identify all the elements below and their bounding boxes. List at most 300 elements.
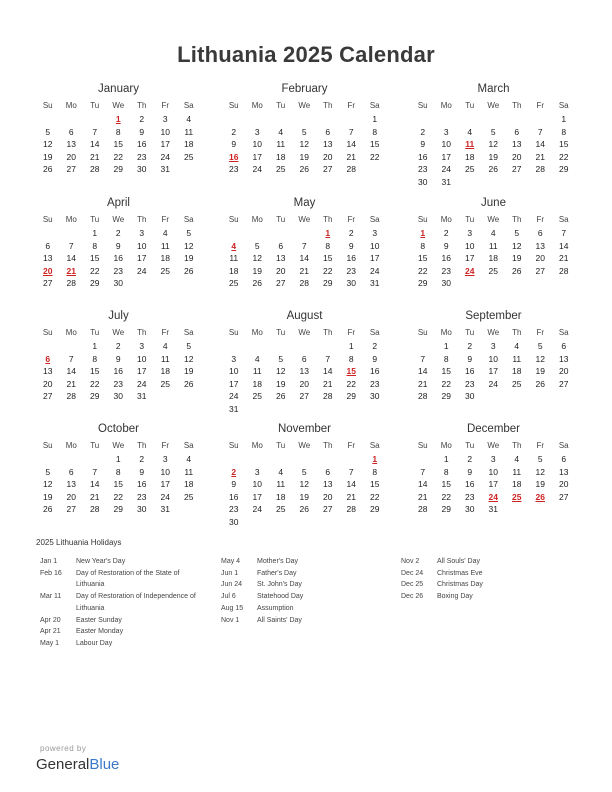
empty-cell xyxy=(269,340,293,353)
weekday-header: Th xyxy=(323,441,333,450)
month-may xyxy=(222,196,387,290)
day-cell: 19 xyxy=(488,151,498,162)
month-name: November xyxy=(277,423,332,435)
day-cell: 13 xyxy=(299,366,309,377)
day-cell: 5 xyxy=(537,454,543,464)
weekday-header: Fr xyxy=(347,441,356,450)
day-cell: 24 xyxy=(252,504,262,515)
month-june xyxy=(411,196,576,290)
day-cell: 2 xyxy=(139,114,145,124)
day-cell: 16 xyxy=(113,366,123,377)
day-cell: 30 xyxy=(346,278,356,289)
day-cell: 21 xyxy=(418,491,428,502)
weekday-header: Tu xyxy=(90,328,100,337)
weekday-header: Fr xyxy=(161,328,170,337)
day-cell: 10 xyxy=(252,139,262,150)
day-cell: 13 xyxy=(323,139,333,150)
day-cell: 11 xyxy=(184,466,194,477)
day-cell: 6 xyxy=(325,466,331,477)
day-cell: 16 xyxy=(441,253,451,264)
empty-cell xyxy=(60,453,84,466)
holiday-date: Aug 15 xyxy=(221,604,244,612)
empty-cell xyxy=(222,227,246,240)
day-cell: 20 xyxy=(323,151,333,162)
empty-cell xyxy=(293,227,317,240)
day-cell: 17 xyxy=(160,479,170,490)
day-cell: 15 xyxy=(90,366,100,377)
holiday-name: Christmas Eve xyxy=(437,569,483,577)
empty-cell xyxy=(36,453,60,466)
day-cell: 18 xyxy=(465,151,475,162)
day-cell: 1 xyxy=(443,454,449,464)
day-cell: 13 xyxy=(276,253,286,264)
day-cell: 24 xyxy=(137,265,147,276)
holiday-date: Nov 1 xyxy=(221,616,240,624)
day-cell: 16 xyxy=(137,479,147,490)
day-cell: 2 xyxy=(420,126,426,137)
day-cell: 12 xyxy=(535,466,545,477)
day-cell: 12 xyxy=(43,479,53,490)
holiday-row xyxy=(221,615,397,627)
day-cell: 13 xyxy=(66,139,76,150)
month-april xyxy=(36,196,201,290)
weekday-header: Mo xyxy=(251,441,263,450)
day-cell: 8 xyxy=(115,126,121,137)
day-cell: 14 xyxy=(418,479,428,490)
day-cell: 30 xyxy=(441,278,451,289)
weekday-header: Tu xyxy=(465,215,475,224)
day-cell: 4 xyxy=(467,126,473,137)
day-cell: 31 xyxy=(229,403,239,414)
month-july xyxy=(36,309,201,403)
holiday-day: 1 xyxy=(325,228,331,238)
day-cell: 5 xyxy=(301,126,307,137)
empty-cell xyxy=(411,113,435,126)
day-cell: 8 xyxy=(372,126,378,137)
month-february xyxy=(222,82,387,176)
empty-cell xyxy=(269,453,293,466)
day-cell: 29 xyxy=(113,164,123,175)
weekday-header: Fr xyxy=(161,215,170,224)
day-cell: 1 xyxy=(561,114,567,124)
day-cell: 19 xyxy=(43,151,53,162)
day-cell: 7 xyxy=(325,353,331,364)
empty-cell xyxy=(293,340,317,353)
day-cell: 18 xyxy=(229,265,239,276)
holiday-day: 26 xyxy=(535,491,545,502)
day-cell: 18 xyxy=(512,479,522,490)
weekday-header: We xyxy=(487,441,500,450)
weekday-header: Th xyxy=(512,101,522,110)
weekday-header: Su xyxy=(417,441,428,450)
holiday-name: All Saints' Day xyxy=(257,616,302,624)
day-cell: 16 xyxy=(465,366,475,377)
day-cell: 17 xyxy=(252,491,262,502)
month-name: April xyxy=(106,197,130,209)
powered-by: powered by xyxy=(40,744,87,753)
day-cell: 5 xyxy=(45,466,51,477)
weekday-header: Su xyxy=(42,328,53,337)
day-cell: 28 xyxy=(418,391,428,402)
day-cell: 28 xyxy=(90,164,100,175)
holiday-column xyxy=(221,556,397,626)
holiday-row xyxy=(401,568,577,580)
day-cell: 17 xyxy=(160,139,170,150)
month-days-grid xyxy=(36,213,201,290)
day-cell: 27 xyxy=(43,391,53,402)
day-cell: 5 xyxy=(278,353,284,364)
weekday-header: Th xyxy=(512,441,522,450)
day-cell: 27 xyxy=(535,265,545,276)
empty-cell xyxy=(269,113,293,126)
weekday-header: We xyxy=(298,441,311,450)
day-cell: 21 xyxy=(299,265,309,276)
weekday-header: Su xyxy=(417,101,428,110)
weekday-header: Mo xyxy=(251,215,263,224)
holidays-title: 2025 Lithuania Holidays xyxy=(36,538,122,547)
holiday-column xyxy=(40,556,216,650)
holiday-date: Dec 25 xyxy=(401,581,424,589)
holiday-row xyxy=(40,579,216,591)
day-cell: 7 xyxy=(420,353,426,364)
empty-cell xyxy=(316,113,340,126)
day-cell: 10 xyxy=(229,366,239,377)
day-cell: 16 xyxy=(418,151,428,162)
day-cell: 9 xyxy=(139,466,145,477)
day-cell: 26 xyxy=(488,164,498,175)
weekday-header: Mo xyxy=(440,328,452,337)
weekday-header: We xyxy=(112,328,125,337)
weekday-header: Su xyxy=(228,215,239,224)
holiday-row xyxy=(221,556,397,568)
holiday-row xyxy=(40,556,216,568)
empty-cell xyxy=(340,113,364,126)
day-cell: 11 xyxy=(512,466,522,477)
empty-cell xyxy=(411,453,435,466)
day-cell: 17 xyxy=(465,253,475,264)
month-days-grid xyxy=(36,439,201,516)
day-cell: 16 xyxy=(137,139,147,150)
day-cell: 16 xyxy=(113,253,123,264)
day-cell: 1 xyxy=(115,454,121,464)
day-cell: 28 xyxy=(559,265,569,276)
day-cell: 14 xyxy=(418,366,428,377)
weekday-header: Tu xyxy=(90,215,100,224)
day-cell: 23 xyxy=(465,491,475,502)
day-cell: 27 xyxy=(512,164,522,175)
weekday-header: Mo xyxy=(251,328,263,337)
day-cell: 14 xyxy=(323,366,333,377)
day-cell: 10 xyxy=(137,240,147,251)
day-cell: 3 xyxy=(231,353,237,364)
weekday-header: Tu xyxy=(465,441,475,450)
day-cell: 6 xyxy=(514,126,520,137)
empty-cell xyxy=(36,227,60,240)
day-cell: 30 xyxy=(229,516,239,527)
day-cell: 9 xyxy=(115,240,121,251)
weekday-header: Tu xyxy=(465,101,475,110)
holiday-day: 4 xyxy=(231,240,237,251)
day-cell: 28 xyxy=(346,164,356,175)
day-cell: 13 xyxy=(43,366,53,377)
holiday-day: 1 xyxy=(420,228,426,238)
month-name: December xyxy=(466,423,521,435)
day-cell: 27 xyxy=(66,164,76,175)
day-cell: 21 xyxy=(535,151,545,162)
month-days-grid xyxy=(411,213,576,290)
day-cell: 4 xyxy=(162,341,168,351)
month-days-grid xyxy=(222,99,387,176)
weekday-header: We xyxy=(487,101,500,110)
weekday-header: Fr xyxy=(161,101,170,110)
day-cell: 31 xyxy=(488,504,498,515)
weekday-header: Mo xyxy=(251,101,263,110)
day-cell: 15 xyxy=(323,253,333,264)
day-cell: 5 xyxy=(301,466,307,477)
day-cell: 8 xyxy=(115,466,121,477)
day-cell: 22 xyxy=(90,265,100,276)
day-cell: 7 xyxy=(537,126,543,137)
weekday-header: Su xyxy=(228,101,239,110)
holiday-column xyxy=(401,556,577,603)
day-cell: 10 xyxy=(465,240,475,251)
day-cell: 22 xyxy=(559,151,569,162)
day-cell: 19 xyxy=(299,151,309,162)
month-days-grid xyxy=(222,326,387,416)
empty-cell xyxy=(222,113,246,126)
day-cell: 11 xyxy=(488,240,498,251)
day-cell: 18 xyxy=(160,366,170,377)
month-days-grid xyxy=(411,99,576,189)
day-cell: 27 xyxy=(559,378,569,389)
day-cell: 16 xyxy=(465,479,475,490)
weekday-header: Sa xyxy=(369,101,380,110)
weekday-header: Tu xyxy=(465,328,475,337)
holiday-day: 1 xyxy=(372,454,378,464)
day-cell: 3 xyxy=(443,126,449,137)
day-cell: 24 xyxy=(137,378,147,389)
day-cell: 3 xyxy=(372,228,378,238)
day-cell: 10 xyxy=(137,353,147,364)
day-cell: 9 xyxy=(467,466,473,477)
day-cell: 3 xyxy=(467,228,473,238)
holiday-name: Day of Restoration of the State of xyxy=(76,569,180,577)
day-cell: 5 xyxy=(490,126,496,137)
empty-cell xyxy=(246,227,270,240)
weekday-header: We xyxy=(298,328,311,337)
day-cell: 1 xyxy=(92,228,98,238)
day-cell: 9 xyxy=(348,240,354,251)
day-cell: 10 xyxy=(370,240,380,251)
month-days-grid xyxy=(411,439,576,516)
day-cell: 22 xyxy=(441,491,451,502)
weekday-header: Sa xyxy=(183,101,194,110)
day-cell: 3 xyxy=(254,466,260,477)
holiday-name: Lithuania xyxy=(76,581,105,589)
day-cell: 14 xyxy=(346,139,356,150)
day-cell: 9 xyxy=(420,139,426,150)
day-cell: 11 xyxy=(160,240,170,251)
month-days-grid xyxy=(411,326,576,403)
day-cell: 8 xyxy=(92,240,98,251)
day-cell: 15 xyxy=(441,479,451,490)
day-cell: 13 xyxy=(535,240,545,251)
day-cell: 21 xyxy=(90,151,100,162)
day-cell: 28 xyxy=(535,164,545,175)
day-cell: 7 xyxy=(348,126,354,137)
weekday-header: We xyxy=(112,441,125,450)
month-name: March xyxy=(477,83,510,95)
weekday-header: We xyxy=(487,215,500,224)
day-cell: 27 xyxy=(43,278,53,289)
weekday-header: We xyxy=(112,215,125,224)
month-name: September xyxy=(465,310,522,322)
day-cell: 10 xyxy=(160,466,170,477)
holiday-date: Jan 1 xyxy=(40,558,58,565)
day-cell: 7 xyxy=(68,353,74,364)
day-cell: 23 xyxy=(229,164,239,175)
day-cell: 20 xyxy=(512,151,522,162)
day-cell: 13 xyxy=(66,479,76,490)
day-cell: 4 xyxy=(186,454,192,464)
holiday-date: Jul 6 xyxy=(221,593,236,601)
day-cell: 29 xyxy=(90,391,100,402)
holiday-name: Boxing Day xyxy=(437,593,473,601)
day-cell: 7 xyxy=(92,466,98,477)
weekday-header: Sa xyxy=(558,101,569,110)
weekday-header: Sa xyxy=(369,441,380,450)
day-cell: 8 xyxy=(561,126,567,137)
weekday-header: Mo xyxy=(65,328,77,337)
holiday-date: May 1 xyxy=(40,639,60,647)
day-cell: 22 xyxy=(113,491,123,502)
day-cell: 7 xyxy=(561,228,567,238)
day-cell: 8 xyxy=(325,240,331,251)
day-cell: 20 xyxy=(559,479,569,490)
day-cell: 12 xyxy=(488,139,498,150)
day-cell: 9 xyxy=(467,353,473,364)
day-cell: 22 xyxy=(323,265,333,276)
day-cell: 20 xyxy=(43,378,53,389)
holiday-day: 24 xyxy=(465,265,475,276)
holiday-row xyxy=(40,638,216,650)
day-cell: 17 xyxy=(137,253,147,264)
day-cell: 26 xyxy=(535,378,545,389)
empty-cell xyxy=(36,340,60,353)
day-cell: 22 xyxy=(346,378,356,389)
holiday-row xyxy=(40,603,216,615)
day-cell: 3 xyxy=(162,454,168,464)
holiday-date: Apr 20 xyxy=(40,616,61,624)
day-cell: 19 xyxy=(512,253,522,264)
day-cell: 30 xyxy=(465,504,475,515)
holiday-row xyxy=(221,603,397,615)
day-cell: 23 xyxy=(441,265,451,276)
day-cell: 11 xyxy=(512,353,522,364)
holiday-date: May 4 xyxy=(221,558,241,565)
empty-cell xyxy=(529,113,553,126)
day-cell: 12 xyxy=(535,353,545,364)
day-cell: 7 xyxy=(301,240,307,251)
day-cell: 5 xyxy=(186,228,192,238)
day-cell: 22 xyxy=(113,151,123,162)
day-cell: 18 xyxy=(276,151,286,162)
weekday-header: Fr xyxy=(536,101,545,110)
day-cell: 8 xyxy=(443,353,449,364)
empty-cell xyxy=(316,340,340,353)
holiday-row xyxy=(401,591,577,603)
day-cell: 26 xyxy=(299,504,309,515)
day-cell: 7 xyxy=(348,466,354,477)
weekday-header: Fr xyxy=(536,215,545,224)
day-cell: 2 xyxy=(115,228,121,238)
day-cell: 13 xyxy=(323,479,333,490)
day-cell: 6 xyxy=(68,466,74,477)
day-cell: 10 xyxy=(488,466,498,477)
day-cell: 4 xyxy=(278,466,284,477)
empty-cell xyxy=(60,227,84,240)
day-cell: 31 xyxy=(160,504,170,515)
holiday-name: New Year's Day xyxy=(76,558,126,565)
day-cell: 20 xyxy=(535,253,545,264)
holiday-row xyxy=(221,579,397,591)
day-cell: 26 xyxy=(252,278,262,289)
day-cell: 27 xyxy=(323,504,333,515)
brand-logo[interactable] xyxy=(36,756,119,773)
day-cell: 3 xyxy=(162,114,168,124)
day-cell: 20 xyxy=(323,491,333,502)
day-cell: 25 xyxy=(512,378,522,389)
day-cell: 23 xyxy=(137,151,147,162)
day-cell: 19 xyxy=(252,265,262,276)
day-cell: 15 xyxy=(370,139,380,150)
day-cell: 28 xyxy=(299,278,309,289)
day-cell: 30 xyxy=(370,391,380,402)
day-cell: 17 xyxy=(252,151,262,162)
holiday-date: Dec 24 xyxy=(401,569,424,577)
day-cell: 1 xyxy=(92,341,98,351)
empty-cell xyxy=(293,453,317,466)
holiday-date: Apr 21 xyxy=(40,628,61,636)
holiday-day: 24 xyxy=(488,491,498,502)
weekday-header: Th xyxy=(323,101,333,110)
day-cell: 14 xyxy=(90,139,100,150)
day-cell: 12 xyxy=(276,366,286,377)
day-cell: 19 xyxy=(276,378,286,389)
day-cell: 2 xyxy=(372,341,378,351)
day-cell: 4 xyxy=(186,114,192,124)
day-cell: 17 xyxy=(229,378,239,389)
day-cell: 28 xyxy=(66,391,76,402)
day-cell: 15 xyxy=(370,479,380,490)
day-cell: 25 xyxy=(276,164,286,175)
day-cell: 12 xyxy=(512,240,522,251)
day-cell: 29 xyxy=(323,278,333,289)
day-cell: 27 xyxy=(66,504,76,515)
holiday-name: Statehood Day xyxy=(257,593,304,601)
day-cell: 5 xyxy=(514,228,520,238)
weekday-header: We xyxy=(112,101,125,110)
month-march xyxy=(411,82,576,189)
day-cell: 15 xyxy=(418,253,428,264)
day-cell: 23 xyxy=(418,164,428,175)
month-october xyxy=(36,422,201,516)
day-cell: 8 xyxy=(372,466,378,477)
weekday-header: Mo xyxy=(65,101,77,110)
day-cell: 6 xyxy=(45,240,51,251)
day-cell: 3 xyxy=(254,126,260,137)
weekday-header: Mo xyxy=(440,101,452,110)
